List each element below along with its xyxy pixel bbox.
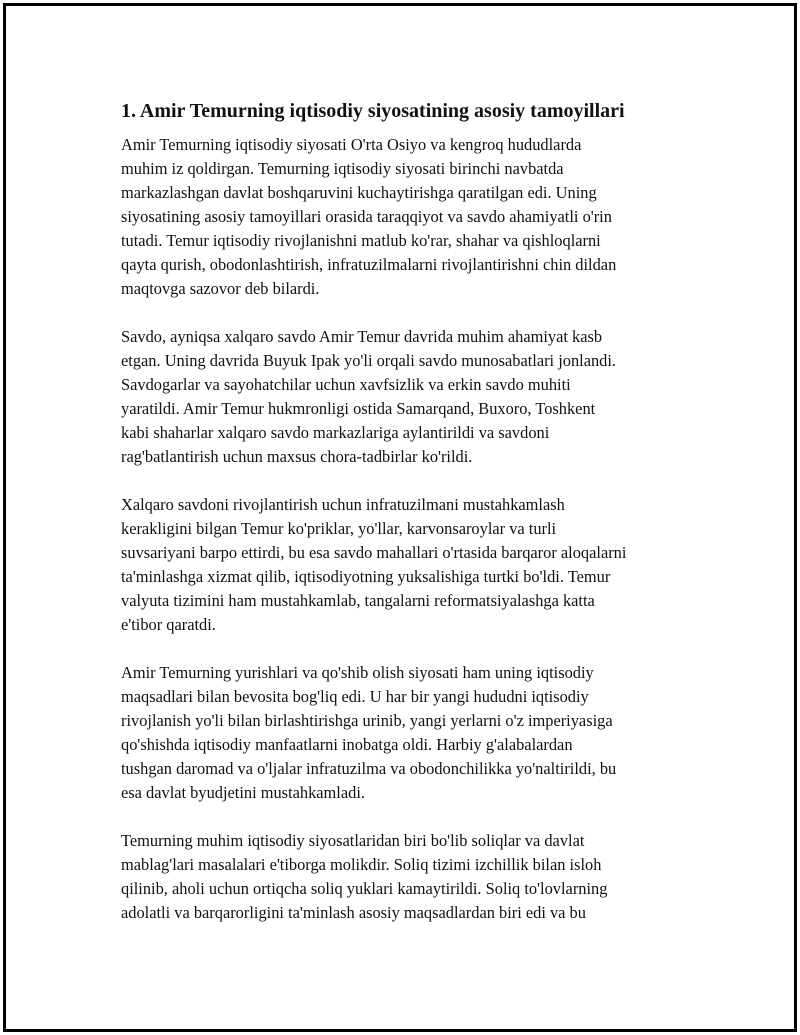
text-line: qilinib, aholi uchun ortiqcha soliq yuklari kamaytirildi. Soliq to'lovlarning bbox=[121, 879, 608, 898]
text-line: adolatli va barqarorligini ta'minlash asosiy maqsadlardan biri edi va bu bbox=[121, 903, 586, 922]
text-line: siyosatining asosiy tamoyillari orasida taraqqiyot va savdo ahamiyatli o'rin bbox=[121, 207, 612, 226]
text-line: mablag'lari masalalari e'tiborga molikdir. Soliq tizimi izchillik bilan isloh bbox=[121, 855, 602, 874]
text-line: etgan. Uning davrida Buyuk Ipak yo'li orqali savdo munosabatlari jonlandi. bbox=[121, 351, 617, 370]
text-line: tutadi. Temur iqtisodiy rivojlanishni matlub ko'rar, shahar va qishloqlarni bbox=[121, 231, 601, 250]
paragraph-1 bbox=[121, 133, 701, 301]
document-content bbox=[121, 98, 701, 949]
paragraph-3 bbox=[121, 493, 701, 637]
paragraph-container bbox=[121, 133, 701, 925]
text-line: kabi shaharlar xalqaro savdo markazlariga aylantirildi va savdoni bbox=[121, 423, 550, 442]
text-line: Amir Temurning iqtisodiy siyosati O'rta Osiyo va kengroq hududlarda bbox=[121, 135, 582, 154]
text-line: esa davlat byudjetini mustahkamladi. bbox=[121, 783, 365, 802]
text-line: suvsariyani barpo ettirdi, bu esa savdo mahallari o'rtasida barqaror aloqalarni bbox=[121, 543, 627, 562]
text-line: maqsadlari bilan bevosita bog'liq edi. U har bir yangi hududni iqtisodiy bbox=[121, 687, 589, 706]
text-line: Temurning muhim iqtisodiy siyosatlaridan biri bo'lib soliqlar va davlat bbox=[121, 831, 585, 850]
text-line: Savdo, ayniqsa xalqaro savdo Amir Temur davrida muhim ahamiyat kasb bbox=[121, 327, 603, 346]
text-line: kerakligini bilgan Temur ko'priklar, yo'llar, karvonsaroylar va turli bbox=[121, 519, 557, 538]
text-line: ta'minlashga xizmat qilib, iqtisodiyotning yuksalishiga turtki bo'ldi. Temur bbox=[121, 567, 611, 586]
section-heading: 1. Amir Temurning iqtisodiy siyosatining asosiy tamoyillari bbox=[121, 100, 625, 122]
text-line: maqtovga sazovor deb bilardi. bbox=[121, 279, 320, 298]
text-line: qayta qurish, obodonlashtirish, infratuzilmalarni rivojlantirishni chin dildan bbox=[121, 255, 617, 274]
page-frame bbox=[3, 3, 797, 1032]
text-line: e'tibor qaratdi. bbox=[121, 615, 216, 634]
text-line: tushgan daromad va o'ljalar infratuzilma va obodonchilikka yo'naltirildi, bu bbox=[121, 759, 617, 778]
paragraph-2 bbox=[121, 325, 701, 469]
text-line: qo'shishda iqtisodiy manfaatlarni inobatga oldi. Harbiy g'alabalardan bbox=[121, 735, 573, 754]
text-line: Amir Temurning yurishlari va qo'shib olish siyosati ham uning iqtisodiy bbox=[121, 663, 594, 682]
text-line: rag'batlantirish uchun maxsus chora-tadbirlar ko'rildi. bbox=[121, 447, 473, 466]
text-line: Savdogarlar va sayohatchilar uchun xavfsizlik va erkin savdo muhiti bbox=[121, 375, 571, 394]
text-line: Xalqaro savdoni rivojlantirish uchun infratuzilmani mustahkamlash bbox=[121, 495, 565, 514]
text-line: yaratildi. Amir Temur hukmronligi ostida Samarqand, Buxoro, Toshkent bbox=[121, 399, 596, 418]
text-line: rivojlanish yo'li bilan birlashtirishga urinib, yangi yerlarni o'z imperiyasiga bbox=[121, 711, 613, 730]
paragraph-4 bbox=[121, 661, 701, 805]
paragraph-5 bbox=[121, 829, 701, 925]
text-line: valyuta tizimini ham mustahkamlab, tangalarni reformatsiyalashga katta bbox=[121, 591, 595, 610]
text-line: muhim iz qoldirgan. Temurning iqtisodiy siyosati birinchi navbatda bbox=[121, 159, 564, 178]
text-line: markazlashgan davlat boshqaruvini kuchaytirishga qaratilgan edi. Uning bbox=[121, 183, 597, 202]
